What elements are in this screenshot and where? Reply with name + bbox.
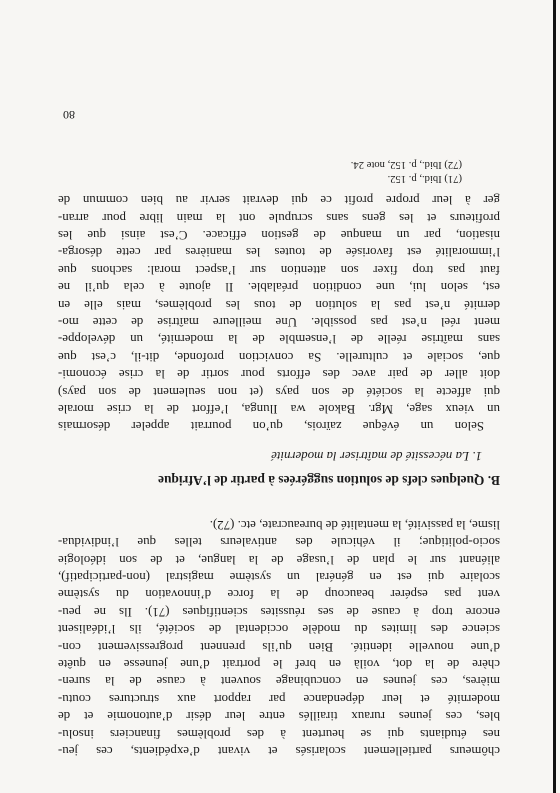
body-line: science des limites du modèle occidental de société, ils l’idéalisent — [58, 622, 500, 637]
body-line: socio-politique; il véhicule des antivaleurs telles que l’individua- — [58, 535, 500, 550]
footnote: (71) Ibid., p. 152. — [387, 172, 462, 184]
subsection-heading: 1. La nécessité de maîtriser la modernité — [271, 448, 482, 463]
body-line: nisation, par un manque de gestion efficace. C’est ainsi que les — [58, 228, 500, 243]
body-line: d’une nouvelle identité. Bien qu’ils prennent progressivement con- — [58, 639, 500, 654]
body-line: chère de la dot, voilà en bref le portrait d’une jeunesse en quête — [58, 656, 500, 671]
footnotes — [58, 157, 462, 185]
footnote: (72) Ibid., p. 152, note 24. — [350, 158, 462, 170]
body-paragraph-bottom — [58, 191, 500, 435]
body-line: Selon un évêque zaïrois, qu’on pourrait appeler désormais — [58, 419, 484, 434]
body-line: que, sociale et culturelle. Sa conviction profonde, dit-il, c’est que — [58, 349, 500, 364]
body-paragraph-top — [58, 515, 500, 759]
page-edge-shadow — [553, 0, 556, 793]
body-line: vent pas espérer beaucoup de la force d’innovation du système — [58, 587, 500, 602]
body-line: un vieux sage, Mgr. Bakole wa Ilunga, l’effort de la crise morale — [58, 402, 500, 417]
body-line: mières, ces jeunes en concubinage souvent à cause de la suren- — [58, 674, 500, 689]
body-line: qui affecte la société de son pays (et non seulement de son pays) — [58, 384, 500, 399]
body-line: modernité et leur dépendance par rapport aux structures coutu- — [58, 691, 500, 706]
body-line: faut pas trop fixer son attention sur l’aspect moral: sachons que — [58, 262, 500, 277]
body-line: ger à leur propre profit ce qui devrait servir au bien commun de — [58, 193, 500, 208]
body-line: nes étudiants qui se heurtent à des problèmes financiers insolu- — [58, 726, 500, 741]
body-line: ment réel n’est pas possible. Une meilleure maîtrise de cette mo- — [58, 315, 500, 330]
body-line: profiteurs et les gens sans scrupule ont la main libre pour arran- — [58, 210, 500, 225]
body-line: est, selon lui, une condition préalable. Il ajoute à cela qu’il ne — [58, 280, 500, 295]
body-line: dernité n’est pas la solution de tous les problèmes, mais elle en — [58, 297, 500, 312]
rotated-text-block — [58, 33, 500, 759]
body-line: scolaire qui est en général un système magistral (non-participatif), — [58, 569, 500, 584]
page-number: 80 — [63, 107, 75, 122]
body-line: lisme, la passivité, la mentalité de bureaucrate, etc. (72). — [209, 517, 500, 532]
body-line: sans maîtrise réelle de l’ensemble de la modernité, un développe- — [58, 332, 500, 347]
body-line: bles, ces jeunes ruraux tiraillés entre leur désir d’autonomie et de — [58, 709, 500, 724]
body-line: aliénant sur le plan de l’usage de la langue, et de son idéologie — [58, 552, 500, 567]
body-line: chômeurs partiellement scolarisés et vivant d’expédients, ces jeu- — [58, 744, 500, 758]
body-line: encore trop à cause de ses réussites scientifiques (71). Ils ne peu- — [58, 604, 500, 619]
body-line: l’immoralité est favorisée de toutes les manières par cette désorga- — [58, 245, 500, 260]
body-line: doit aller de pair avec des efforts pour sortir de la crise économi- — [58, 367, 500, 382]
section-heading: B. Quelques clefs de solution suggérées à partir de l’Afrique — [158, 473, 500, 489]
